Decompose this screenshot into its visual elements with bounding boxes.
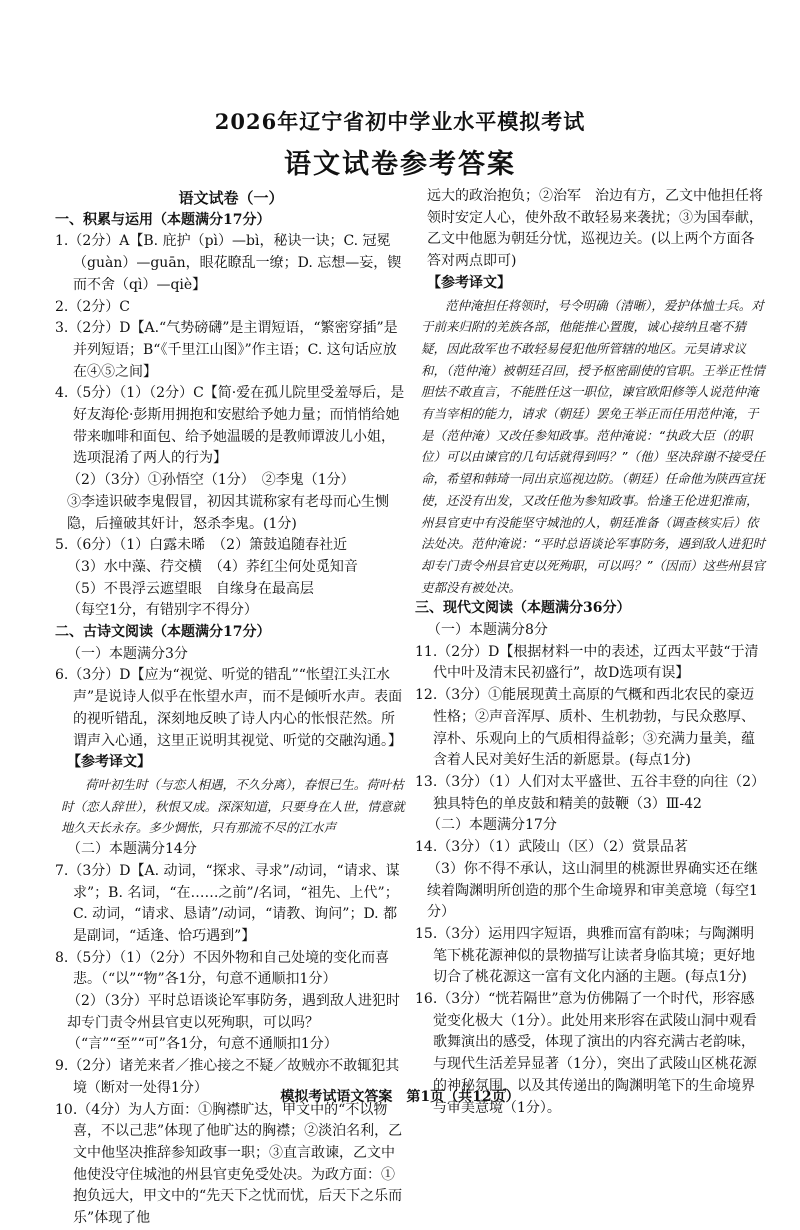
page-subtitle: 语文试卷参考答案 bbox=[284, 149, 516, 180]
answer-item: 15.（3分）运用四字短语，典雅而富有韵味；与陶渊明笔下桃花源神似的景物描写让读者身临其境；更好地切合了桃花源这一富有文化内涵的主题。(每点1分) bbox=[415, 925, 755, 986]
answer-item: 7.（3分）D【A. 动词，“探求、寻求”/动词，“请求、谋求”；B. 名词，“在……之前”/名词，“祖先、上代”；C. 动词，“请求、恳请”/动词，“请教、询问”；D. 都是副词，“适逢、恰巧遇到”】 bbox=[55, 862, 400, 944]
part-title: 语文试卷（一） bbox=[178, 189, 284, 207]
answer-item: 6.（3分）D【应为“视觉、听觉的错乱”“怅望江头江水声”是说诗人似乎在怅望水声，而不是倾听水声。表面的视听错乱，深刻地反映了诗人内心的怅恨茫然。所谓声入心通，这里正说明其视觉、听觉的交融沟通。】 bbox=[55, 667, 403, 749]
answer-item: 16.（3分）“恍若隔世”意为仿佛隔了一个时代，形容感觉变化极大（1分）。此处用来形容在武陵山洞中观看歌舞演出的感受，体现了演出的内容充满古老韵味，与现代生活差异显著（1分），突出了武陵山区桃花源的神秘氛围，以及其传递出的陶渊明笔下的生命境界与审美意境（1分）。 bbox=[415, 991, 757, 1116]
section-heading: 一、积累与运用（本题满分17分） bbox=[55, 211, 271, 228]
answer-line: （2）（3分）①孙悟空（1分） ②李鬼（1分） bbox=[67, 472, 355, 489]
reference-translation-heading: 【参考译文】 bbox=[427, 274, 511, 291]
answer-line: （5）不畏浮云遮望眼 自缘身在最高层 bbox=[67, 580, 314, 597]
answer-line: （每空1分，有错别字不得分） bbox=[67, 602, 258, 619]
answer-line: （2）（3分）平时总语谈论军事防务，遇到敌人进犯时却专门责令州县官吏以死殉职，可以吗？（“言”“至”“可”各1分，句意不通顺扣1分） bbox=[67, 993, 400, 1053]
answer-line: ③李逵识破李鬼假冒，初因其谎称家有老母而心生恻隐，后撞破其奸计，怒杀李鬼。(1分) bbox=[67, 493, 389, 532]
page-title: 2026年辽宁省初中学业水平模拟考试 bbox=[214, 109, 586, 134]
answer-item: 4.（5分）（1）（2分）C【简·爱在孤儿院里受羞辱后，是好友海伦·彭斯用拥抱和安慰给予她力量；而悄悄给她带来咖啡和面包、给予她温暖的是教师谭波儿小姐，选项混淆了两人的行为】 bbox=[55, 385, 405, 467]
answer-line: 远大的政治抱负；②治军 治边有方，乙文中他担任将领时安定人心，使外敌不敢轻易来袭扰；③为国奉献，乙文中他愿为朝廷分忧，巡视边关。(以上两个方面各答对两点即可) bbox=[427, 188, 763, 270]
answer-item: 3.（2分）D【A.“气势磅礴”是主谓短语，“繁密穿插”是并列短语；B“《千里江山图》”作主语；C. 这句话应放在④⑤之间】 bbox=[55, 320, 398, 380]
right-column bbox=[415, 186, 767, 1119]
page-footer: 模拟考试语文答案 第1页（共12页） bbox=[280, 1089, 520, 1105]
subsection-heading: （一）本题满分8分 bbox=[427, 622, 548, 639]
answer-item: 9.（2分）诸羌来者／推心接之不疑／故贼亦不敢辄犯其境（断对一处得1分） bbox=[55, 1058, 400, 1096]
answer-item: 1.（2分）A【B. 庇护（pì）—bì，秘诀一诀；C. 冠冕（guàn）—guān，眼花瞭乱一缭；D. 忘想—妄，锲而不舍（qì）—qiè】 bbox=[55, 233, 402, 293]
left-column bbox=[55, 188, 407, 1230]
answer-item: 11.（2分）D【根据材料一中的表述，辽西太平鼓“于清代中叶及清末民初盛行”，故D选项有误】 bbox=[415, 643, 759, 682]
subsection-heading: （二）本题满分17分 bbox=[427, 817, 557, 834]
section-heading: 二、古诗文阅读（本题满分17分） bbox=[55, 624, 271, 641]
subsection-heading: （二）本题满分14分 bbox=[67, 841, 197, 858]
answer-item: 12.（3分）①能展现黄土高原的气概和西北农民的豪迈性格；②声音浑厚、质朴、生机勃勃，与民众憨厚、淳朴、乐观向上的气质相得益彰；③充满力量美，蕴含着人民对美好生活的新愿景。(每点1分) bbox=[415, 687, 755, 769]
answer-item: 13.（3分）（1）人们对太平盛世、五谷丰登的向往（2）独具特色的单皮鼓和精美的鼓鞭（3）Ⅲ-42 bbox=[415, 773, 765, 812]
subsection-heading: （一）本题满分3分 bbox=[67, 645, 188, 662]
answer-item: 2.（2分）C bbox=[55, 298, 130, 315]
reference-translation-heading: 【参考译文】 bbox=[67, 754, 151, 771]
answer-item: 10.（4分）为人方面：①胸襟旷达，甲文中的“不以物喜，不以己悲”体现了他旷达的胸襟；②淡泊名利，乙文中他坚决推辞参知政事一职；③直言敢谏，乙文中他使没守住城池的州县官吏免受处决。为政方面：①抱负远大，甲文中的“先天下之忧而忧，后天下之乐而乐”体现了他 bbox=[55, 1101, 403, 1227]
reference-translation: 荷叶初生时（与恋人相遇，不久分离），春恨已生。荷叶枯时（恋人辞世），秋恨又成。深深知道，只要身在人世，情意就地久天长永存。多少惆怅，只有那流不尽的江水声 bbox=[61, 776, 405, 836]
section-heading: 三、现代文阅读（本题满分36分） bbox=[415, 600, 631, 617]
reference-translation: 范仲淹担任将领时，号令明确（清晰），爱护体恤士兵。对于前来归附的羌族各部，他能推心置腹，诚心接纳且毫不猜疑，因此敌军也不敢轻易侵犯他所管辖的地区。元昊请求议和，（范仲淹）被朝廷召回，授予枢密副使的官职。王举正性情胆怯不敢直言，不能胜任这一职位，谏官欧阳修等人说范仲淹有当宰相的能力，请求（朝廷）罢免王举正而任用范仲淹，于是（范仲淹）又改任参知政事。范仲淹说：“执政大臣（的职位）可以由谏官的几句话就得到吗？”（他）坚决辞谢不接受任命，希望和韩琦一同出京巡视边防。（朝廷）任命他为陕西宣抚使，还没有出发，又改任他为参知政事。恰逢王伦进犯淮南，州县官吏中有没能坚守城池的人，朝廷准备（调查核实后）依法处决。范仲淹说：“平时总语谈论军事防务，遇到敌人进犯时却专门责令州县官吏以死殉职，可以吗？”（因而）这些州县官吏都没有被处决。 bbox=[421, 297, 765, 595]
answer-line: （3）水中藻、荇交横 （4）荞红尘何处觅知音 bbox=[67, 558, 358, 575]
answer-item: 8.（5分）（1）（2分）不因外物和自己处境的变化而喜悲。（“以”“物”各1分，句意不通顺扣1分） bbox=[55, 949, 390, 988]
answer-line: （3）你不得不承认，这山洞里的桃源世界确实还在继续着陶渊明所创造的那个生命境界和审美意境（每空1分） bbox=[427, 860, 758, 921]
answer-item: 14.（3分）（1）武陵山（区）（2）赏景品茗 bbox=[415, 839, 688, 856]
answer-item: 5.（6分）（1）白露未晞 （2）箫鼓追随春社近 bbox=[55, 537, 348, 554]
